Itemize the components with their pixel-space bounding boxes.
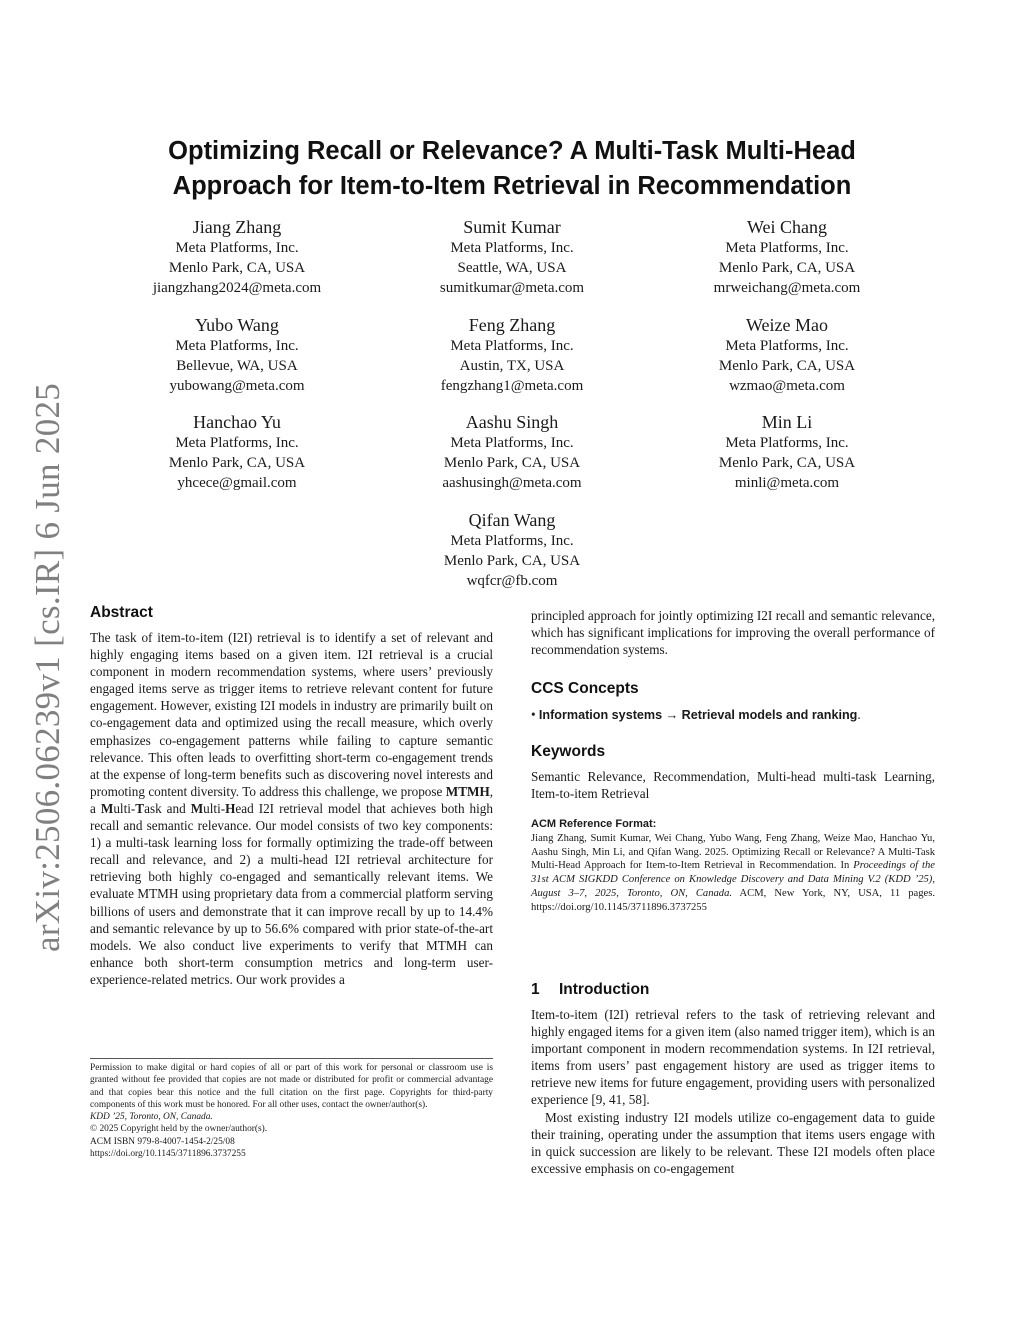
author-location: Menlo Park, CA, USA [718, 260, 856, 276]
author-block [637, 314, 937, 396]
author-location: Menlo Park, CA, USA [443, 553, 581, 569]
acm-reference [531, 818, 935, 915]
author-name: Feng Zhang [468, 315, 556, 335]
abstract-continuation [531, 607, 935, 658]
abstract-text-a: The task of item-to-item (I2I) retrieval is to identify a set of relevant and highly engaging items based on a given item. I2I retrieval is a crucial component in modern recommendation systems, where users’ previously engaged items serve as trigger items to retrieve relevant content for future engagement. However, existing I2I models in industry are primarily built on co-engagement data and optimized using the recall measure, which overly emphasizes co-engagement patterns while failing to capture semantic relevance. This often leads to overfitting short-term co-engagement trends at the expense of long-term benefits such as discovering novel interests and promoting content diversity. To address this challenge, we propose [90, 630, 493, 799]
author-affiliation: Meta Platforms, Inc. [450, 240, 574, 256]
ccs-period: . [857, 707, 861, 722]
author-location: Menlo Park, CA, USA [718, 455, 856, 471]
author-email[interactable]: mrweichang@meta.com [713, 280, 861, 296]
author-name: Hanchao Yu [193, 412, 281, 432]
doi-link[interactable]: https://doi.org/10.1145/3711896.3737255 [90, 1149, 246, 1160]
abstract-text-c: ead I2I retrieval model that achieves both high recall and semantic relevance. Our model consists of two key components: 1) a multi-task learning loss for formally optimizing the trade-off between recall and relevance, and 2) a multi-head I2I retrieval architecture for retrieving both highly co-engaged and semantically relevant items. We evaluate MTMH using proprietary data from a commercial platform serving billions of users and demonstrate that it can improve recall by up to 14.4% and semantic relevance by up to 56.6% compared with prior state-of-the-art models. We also conduct live experiments to verify that MTMH can enhance both short-term consumption metrics and long-term user-experience-related metrics. Our work provides a [90, 800, 493, 987]
acronym-text: ask and [144, 800, 191, 816]
author-block [87, 411, 387, 493]
mtmh-term: MTMH [445, 783, 490, 799]
author-affiliation: Meta Platforms, Inc. [175, 338, 299, 354]
author-name: Wei Chang [746, 217, 828, 237]
abstract-body [90, 629, 493, 988]
keywords-text: Semantic Relevance, Recommendation, Multi-head multi-task Learning, Item-to-item Retrieval [531, 769, 935, 802]
author-name: Yubo Wang [195, 315, 279, 335]
author-block [362, 411, 662, 493]
introduction-body [531, 1006, 935, 1177]
author-email[interactable]: wqfcr@fb.com [466, 573, 558, 589]
author-location: Menlo Park, CA, USA [168, 455, 306, 471]
acronym-text: ulti- [113, 800, 136, 816]
author-name: Min Li [761, 412, 813, 432]
author-email[interactable]: jiangzhang2024@meta.com [152, 280, 322, 296]
author-location: Seattle, WA, USA [457, 260, 567, 276]
acronym-text: ulti- [203, 800, 226, 816]
isbn-line: ACM ISBN 979-8-4007-1454-2/25/08 [90, 1136, 235, 1147]
author-location: Austin, TX, USA [459, 358, 565, 374]
author-affiliation: Meta Platforms, Inc. [175, 435, 299, 451]
author-email[interactable]: yhcece@gmail.com [177, 475, 297, 491]
ccs-heading: CCS Concepts [531, 680, 639, 697]
author-block [637, 216, 937, 298]
author-affiliation: Meta Platforms, Inc. [450, 435, 574, 451]
author-block [87, 314, 387, 396]
acronym-letter: M [190, 800, 204, 816]
acm-ref-text-a: Jiang Zhang, Sumit Kumar, Wei Chang, Yubo Wang, Feng Zhang, Weize Mao, Hanchao Yu, Aashu Singh, Min Li, and Qifan Wang. 2025. Optimizing Recall or Relevance? A Multi-Task Multi-Head Approach for Item-to-Item Retrieval in Recommendation. In [531, 832, 935, 872]
ccs-concepts [531, 706, 935, 724]
acronym-letter: T [135, 800, 145, 816]
author-affiliation: Meta Platforms, Inc. [450, 533, 574, 549]
arxiv-stamp: arXiv:2506.06239v1 [cs.IR] 6 Jun 2025 [28, 382, 67, 952]
acm-reference-heading: ACM Reference Format: [531, 818, 657, 830]
abstract-paragraph [90, 629, 493, 988]
author-email[interactable]: aashusingh@meta.com [442, 475, 582, 491]
acm-reference-text [531, 832, 935, 915]
copyright-line: © 2025 Copyright held by the owner/author(s). [90, 1124, 268, 1135]
author-block [87, 216, 387, 298]
author-location: Bellevue, WA, USA [176, 358, 298, 374]
paper-title [100, 134, 924, 204]
author-name: Jiang Zhang [192, 217, 282, 237]
author-name: Weize Mao [745, 315, 828, 335]
acronym-letter: M [100, 800, 114, 816]
author-location: Menlo Park, CA, USA [718, 358, 856, 374]
author-location: Menlo Park, CA, USA [168, 260, 306, 276]
abstract-heading: Abstract [90, 604, 153, 621]
author-email[interactable]: sumitkumar@meta.com [439, 280, 585, 296]
author-affiliation: Meta Platforms, Inc. [725, 338, 849, 354]
acronym-letter: H [225, 800, 236, 816]
intro-paragraph-2: Most existing industry I2I models utilize co-engagement data to guide their training, operating under the assumption that items users engage with in quick succession are likely to be relevant. These I2I models often place excessive emphasis on co-engagement [531, 1109, 935, 1176]
abstract-cont-paragraph: principled approach for jointly optimizing I2I recall and semantic relevance, which has significant implications for improving the overall performance of recommendation systems. [531, 608, 935, 658]
author-block [637, 411, 937, 493]
author-affiliation: Meta Platforms, Inc. [725, 435, 849, 451]
ccs-bullet: • [531, 707, 536, 722]
author-location: Menlo Park, CA, USA [443, 455, 581, 471]
abstract-text-b: , a [90, 783, 493, 816]
permission-notice: Permission to make digital or hard copies of all or part of this work for personal or classroom use is granted without fee provided that copies are not made or distributed for profit or commercial advantage and that copies bear this notice and the full citation on the first page. Copyrights for third-party components of this work must be honored. For all other uses, contact the owner/author(s). [90, 1063, 493, 1110]
author-email[interactable]: fengzhang1@meta.com [440, 378, 584, 394]
author-email[interactable]: minli@meta.com [734, 475, 840, 491]
copyright-footnote [90, 1062, 493, 1160]
ccs-concept-text: Information systems → Retrieval models and ranking [538, 708, 858, 722]
author-block [362, 216, 662, 298]
author-block [362, 314, 662, 396]
author-name: Sumit Kumar [463, 217, 561, 237]
acm-ref-proceedings: Proceedings of the 31st ACM SIGKDD Conference on Knowledge Discovery and Data Mining V.2 (KDD ’25), August 3–7, 2025, Toronto, ON, Canada. [531, 860, 935, 899]
author-email[interactable]: wzmao@meta.com [729, 378, 845, 394]
footnote-rule [90, 1058, 493, 1059]
author-name: Aashu Singh [465, 412, 559, 432]
author-block [362, 509, 662, 591]
section-number: 1 [531, 981, 540, 998]
author-name: Qifan Wang [468, 510, 556, 530]
keywords-heading: Keywords [531, 743, 606, 760]
intro-paragraph-1: Item-to-item (I2I) retrieval refers to the task of retrieving relevant and highly engaged items for a given item (also named trigger item), which is an important component in modern recommendation systems. In I2I retrieval, items from users’ past engagement history are used as trigger items to retrieve new items for future engagement, providing users with personalized experience [9, 41, 58]. [531, 1007, 935, 1108]
introduction-heading [531, 981, 649, 999]
acm-ref-text-b[interactable]: ACM, New York, NY, USA, 11 pages. https://doi.org/10.1145/3711896.3737255 [531, 887, 935, 913]
conference-venue: KDD ’25, Toronto, ON, Canada. [90, 1112, 213, 1123]
author-affiliation: Meta Platforms, Inc. [450, 338, 574, 354]
author-affiliation: Meta Platforms, Inc. [725, 240, 849, 256]
author-email[interactable]: yubowang@meta.com [169, 378, 305, 394]
section-title: Introduction [559, 981, 650, 998]
title-line-2: Approach for Item-to-Item Retrieval in Recommendation [172, 172, 852, 200]
title-line-1: Optimizing Recall or Relevance? A Multi-Task Multi-Head [168, 137, 856, 165]
author-affiliation: Meta Platforms, Inc. [175, 240, 299, 256]
